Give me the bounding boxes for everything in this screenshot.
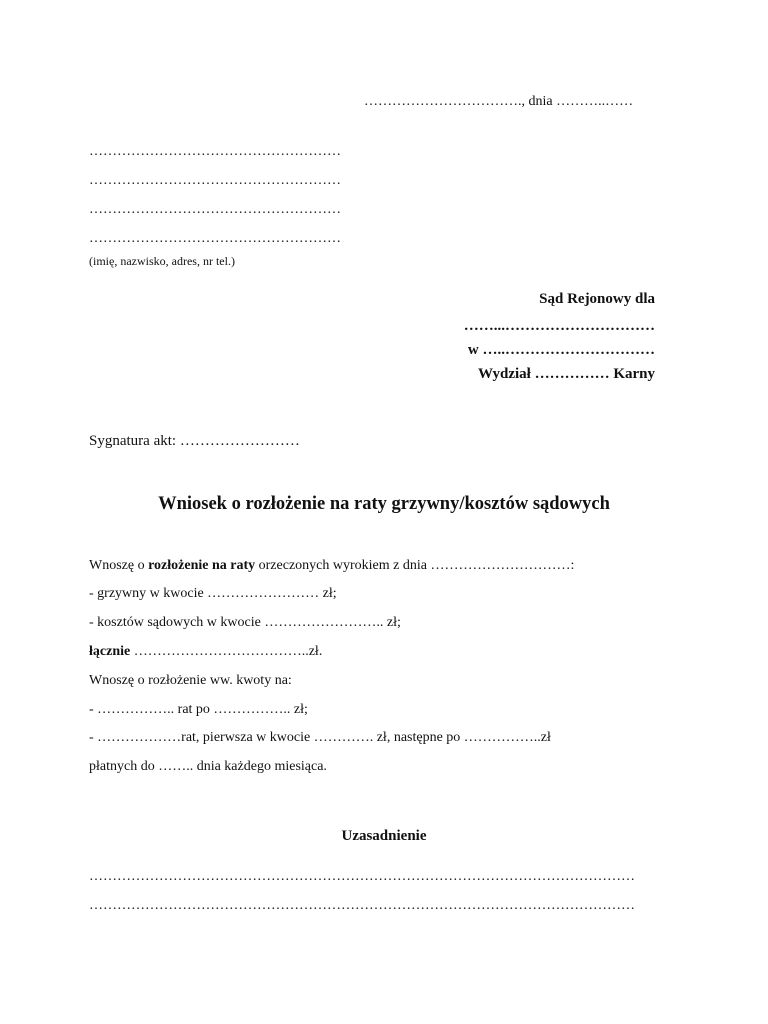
total-label: łącznie [89, 644, 131, 659]
justification-heading: Uzasadnienie [341, 828, 427, 844]
applicant-line: ……………………………………………… [89, 231, 341, 246]
place-date-line: ……………………………., dnia ………..…… [364, 94, 634, 109]
applicant-line: ……………………………………………… [89, 173, 341, 188]
justification-line: ……………………………………………………………………………………………………… [89, 898, 635, 913]
request-emphasis: rozłożenie na raty [148, 558, 256, 573]
case-signature: Sygnatura akt: …………………… [89, 433, 300, 449]
justification-line: ……………………………………………………………………………………………………… [89, 869, 635, 884]
installment-option-equal: - …………….. rat po …………….. zł; [89, 702, 308, 717]
installment-request: Wnoszę o rozłożenie ww. kwoty na: [89, 673, 292, 688]
fine-amount-line: - grzywny w kwocie …………………… zł; [89, 586, 337, 601]
applicant-line: ……………………………………………… [89, 202, 341, 217]
total-value: ………………………………..zł. [130, 644, 323, 659]
court-city-line: ……...………………………… [463, 318, 655, 334]
installment-option-first: - ………………rat, pierwsza w kwocie …………. zł, następne po ……………..zł [89, 730, 551, 745]
payment-due-line: płatnych do …….. dnia każdego miesiąca. [89, 759, 327, 774]
applicant-caption: (imię, nazwisko, adres, nr tel.) [89, 254, 235, 268]
document-title: Wniosek o rozłożenie na raty grzywny/kosztów sądowych [158, 494, 610, 514]
costs-amount-line: - kosztów sądowych w kwocie …………………….. zł; [89, 615, 401, 630]
total-amount-line [89, 644, 322, 660]
request-text: orzeczonych wyrokiem z dnia …………………………: [255, 558, 575, 573]
court-name: Sąd Rejonowy dla [539, 291, 655, 307]
request-paragraph [89, 558, 574, 574]
court-division-line: Wydział …………… Karny [478, 366, 655, 382]
applicant-line: ……………………………………………… [89, 144, 341, 159]
court-location-line: w …..………………………… [467, 342, 655, 358]
request-text: Wnoszę o [89, 558, 149, 573]
